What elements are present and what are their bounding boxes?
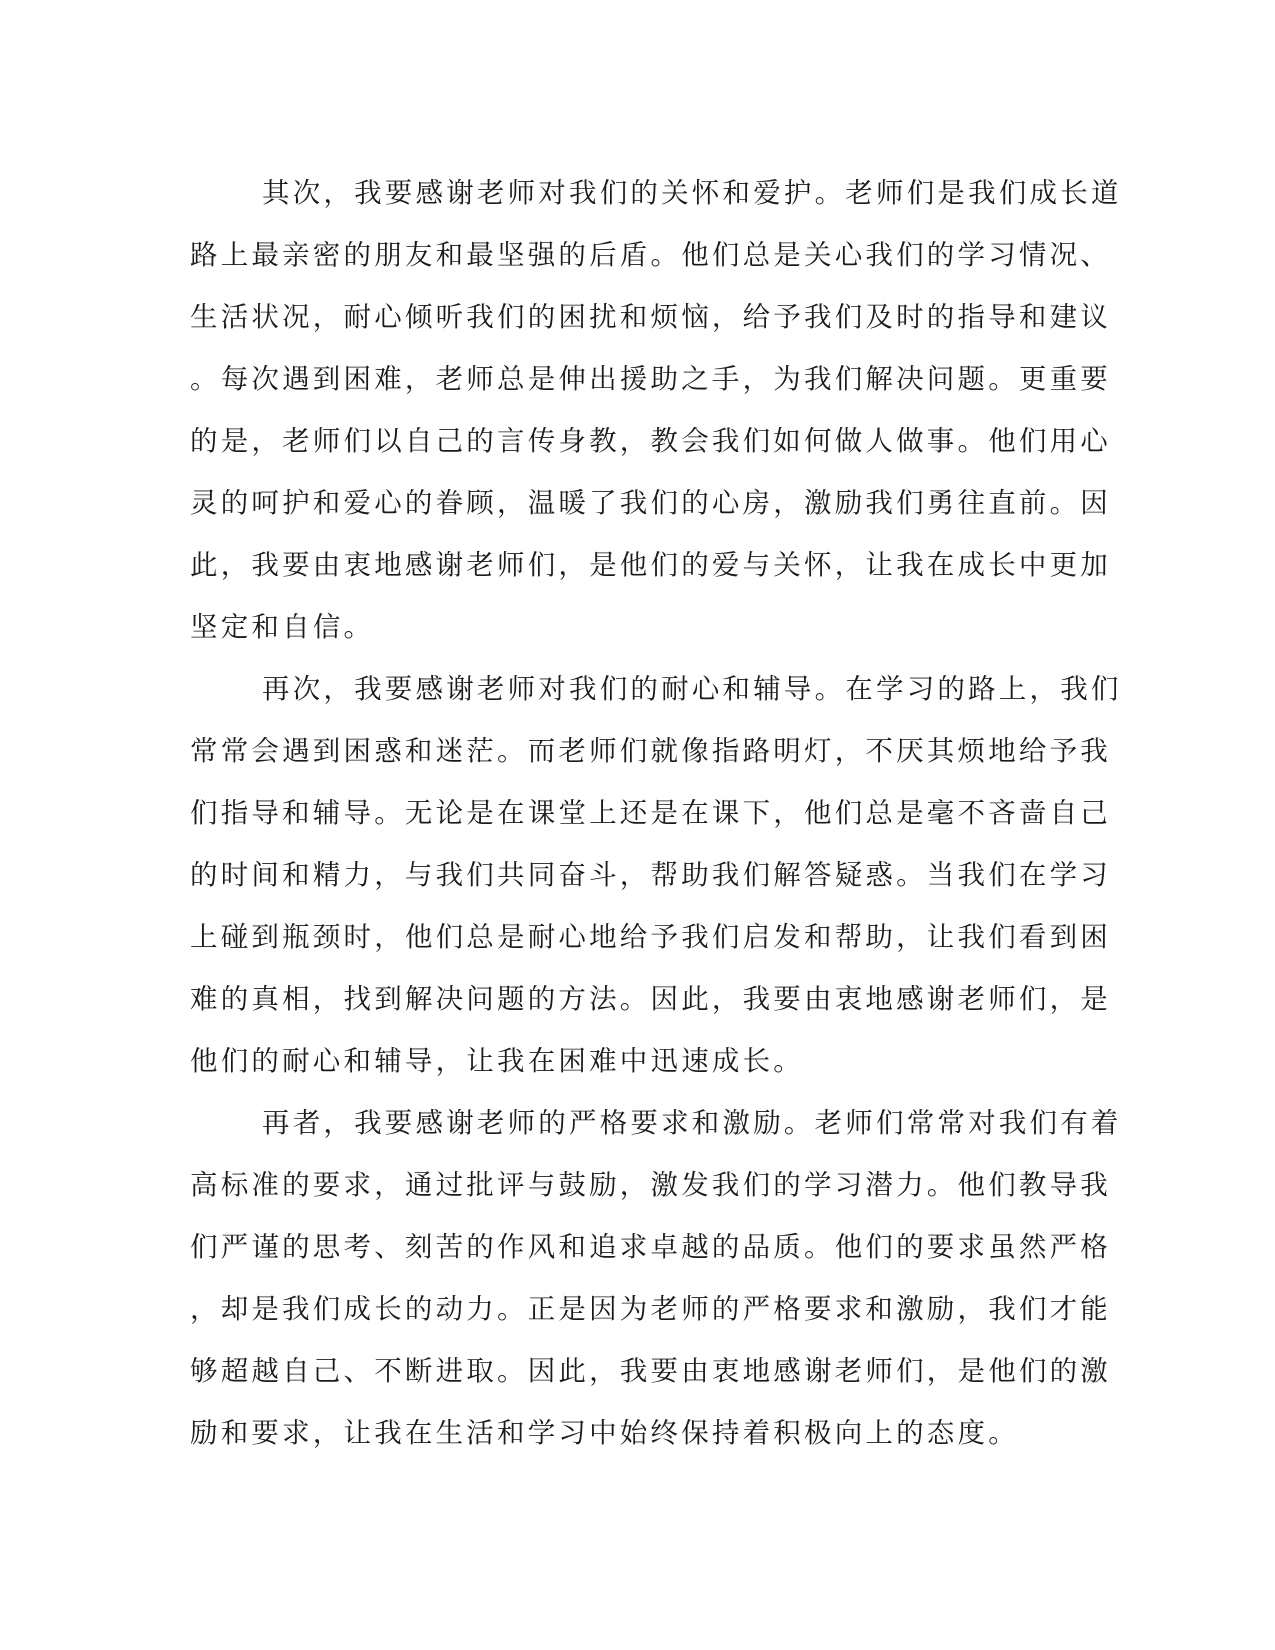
paragraph-2 (190, 658, 1122, 1092)
paragraph-line: 的是，老师们以自己的言传身教，教会我们如何做人做事。他们用心 (190, 425, 1111, 457)
paragraph-line: 灵的呵护和爱心的眷顾，温暖了我们的心房，激励我们勇往直前。因 (190, 487, 1111, 519)
paragraph-line: 励和要求，让我在生活和学习中始终保持着积极向上的态度。 (190, 1417, 1019, 1449)
paragraph-line: 坚定和自信。 (190, 611, 375, 643)
paragraph-line: 高标准的要求，通过批评与鼓励，激发我们的学习潜力。他们教导我 (190, 1169, 1111, 1201)
paragraph-line: 他们的耐心和辅导，让我在困难中迅速成长。 (190, 1045, 804, 1077)
paragraph-line: 其次，我要感谢老师对我们的关怀和爱护。老师们是我们成长道 (262, 177, 1122, 209)
paragraph-line: 此，我要由衷地感谢老师们，是他们的爱与关怀，让我在成长中更加 (190, 549, 1111, 581)
paragraph-line: 生活状况，耐心倾听我们的困扰和烦恼，给予我们及时的指导和建议 (190, 301, 1111, 333)
paragraph-line: 难的真相，找到解决问题的方法。因此，我要由衷地感谢老师们，是 (190, 983, 1111, 1015)
paragraph-line: 们严谨的思考、刻苦的作风和追求卓越的品质。他们的要求虽然严格 (190, 1231, 1111, 1263)
paragraph-3 (190, 1092, 1122, 1464)
paragraph-line: ，却是我们成长的动力。正是因为老师的严格要求和激励，我们才能 (190, 1293, 1111, 1325)
paragraph-line: 常常会遇到困惑和迷茫。而老师们就像指路明灯，不厌其烦地给予我 (190, 735, 1111, 767)
paragraph-line: 够超越自己、不断进取。因此，我要由衷地感谢老师们，是他们的激 (190, 1355, 1111, 1387)
paragraph-1 (190, 162, 1122, 658)
paragraph-line: 再者，我要感谢老师的严格要求和激励。老师们常常对我们有着 (262, 1107, 1122, 1139)
paragraph-line: 。每次遇到困难，老师总是伸出援助之手，为我们解决问题。更重要 (190, 363, 1111, 395)
paragraph-line: 路上最亲密的朋友和最坚强的后盾。他们总是关心我们的学习情况、 (190, 239, 1111, 271)
paragraph-line: 的时间和精力，与我们共同奋斗，帮助我们解答疑惑。当我们在学习 (190, 859, 1111, 891)
paragraph-line: 再次，我要感谢老师对我们的耐心和辅导。在学习的路上，我们 (262, 673, 1122, 705)
document-body (190, 162, 1122, 1464)
paragraph-line: 上碰到瓶颈时，他们总是耐心地给予我们启发和帮助，让我们看到困 (190, 921, 1111, 953)
paragraph-line: 们指导和辅导。无论是在课堂上还是在课下，他们总是毫不吝啬自己 (190, 797, 1111, 829)
